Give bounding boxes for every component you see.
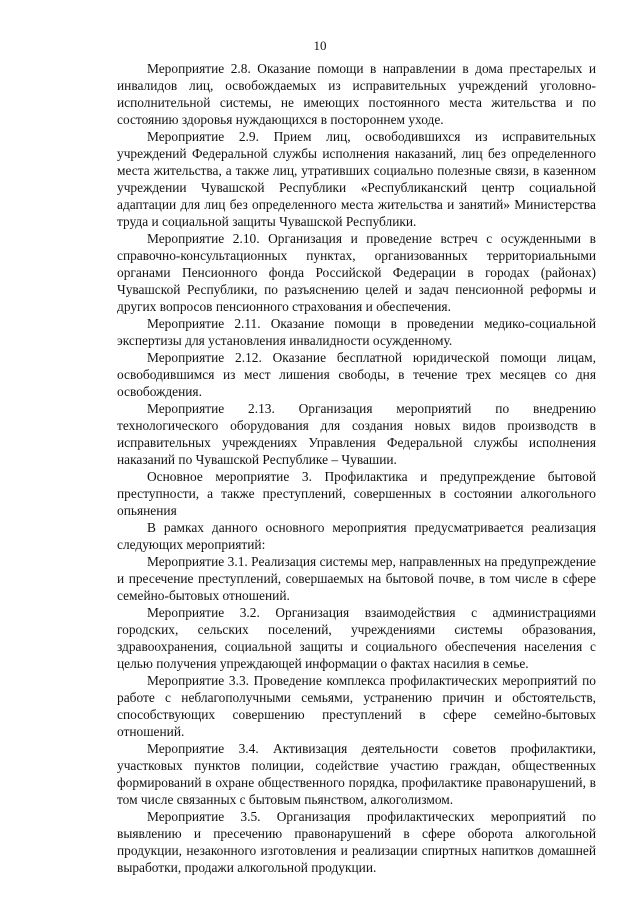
page-number: 10 (313, 38, 327, 53)
paragraph-main-measure-3: Основное мероприятие 3. Профилактика и предупреждение бытовой преступности, а также преступлений, совершенных в состоянии алкогольного опьянения (117, 469, 596, 518)
paragraph-measure-2-11: Мероприятие 2.11. Оказание помощи в проведении медико-социальной экспертизы для установления инвалидности осужденному. (117, 316, 596, 348)
paragraph-measure-2-8: Мероприятие 2.8. Оказание помощи в направлении в дома престарелых и инвалидов лиц, освобождаемых из исправительных учреждений уголовно-исполнительной системы, не имеющих постоянного места жительства и по состоянию здоровья нуждающихся в постороннем уходе. (117, 61, 596, 127)
paragraph-measure-3-4: Мероприятие 3.4. Активизация деятельности советов профилактики, участковых пунктов полиции, содействие участию граждан, общественных формирований в охране общественного порядка, профилактике правонарушений, в том числе связанных с бытовым пьянством, алкоголизмом. (117, 741, 596, 807)
paragraph-measure-3-1: Мероприятие 3.1. Реализация системы мер, направленных на предупреждение и пресечение преступлений, совершаемых на бытовой почве, в том числе в сфере семейно-бытовых отношений. (117, 554, 596, 603)
paragraph-measure-2-9: Мероприятие 2.9. Прием лиц, освободившихся из исправительных учреждений Федеральной службы исполнения наказаний, лиц без определенного места жительства, а также лиц, утративших социально полезные связи, в казенном учреждении Чувашской Республики «Республиканский центр социальной адаптации для лиц без определенного места жительства и занятий» Министерства труда и социальной защиты Чувашской Республики. (117, 129, 596, 229)
paragraph-measure-3-2: Мероприятие 3.2. Организация взаимодействия с администрациями городских, сельских поселений, учреждениями системы образования, здравоохранения, социальной защиты и социального обеспечения населения с целью получения упреждающей информации о фактах насилия в семье. (117, 605, 596, 671)
paragraph-measure-2-13: Мероприятие 2.13. Организация мероприятий по внедрению технологического оборудования для создания новых видов производств в исправительных учреждениях Управления Федеральной службы исполнения наказаний по Чувашской Республике – Чувашии. (117, 401, 596, 467)
paragraph-measure-3-3: Мероприятие 3.3. Проведение комплекса профилактических мероприятий по работе с неблагополучными семьями, устранению причин и обстоятельств, способствующих совершению преступлений в сфере семейно-бытовых отношений. (117, 673, 596, 739)
paragraph-measure-2-12: Мероприятие 2.12. Оказание бесплатной юридической помощи лицам, освободившимся из мест лишения свободы, в течение трех месяцев со дня освобождения. (117, 350, 596, 399)
paragraph-measure-3-5: Мероприятие 3.5. Организация профилактических мероприятий по выявлению и пресечению правонарушений в сфере оборота алкогольной продукции, незаконного изготовления и реализации спиртных напитков домашней выработки, продажи алкогольной продукции. (117, 809, 596, 875)
document-body (117, 60, 596, 876)
paragraph-measures-intro: В рамках данного основного мероприятия предусматривается реализация следующих мероприятий: (117, 520, 596, 552)
paragraph-measure-2-10: Мероприятие 2.10. Организация и проведение встреч с осужденными в справочно-консультационных пунктах, организованных территориальными органами Пенсионного фонда Российской Федерации в городах (районах) Чувашской Республики, по разъяснению целей и задач пенсионной реформы и других вопросов пенсионного страхования и обеспечения. (117, 231, 596, 314)
